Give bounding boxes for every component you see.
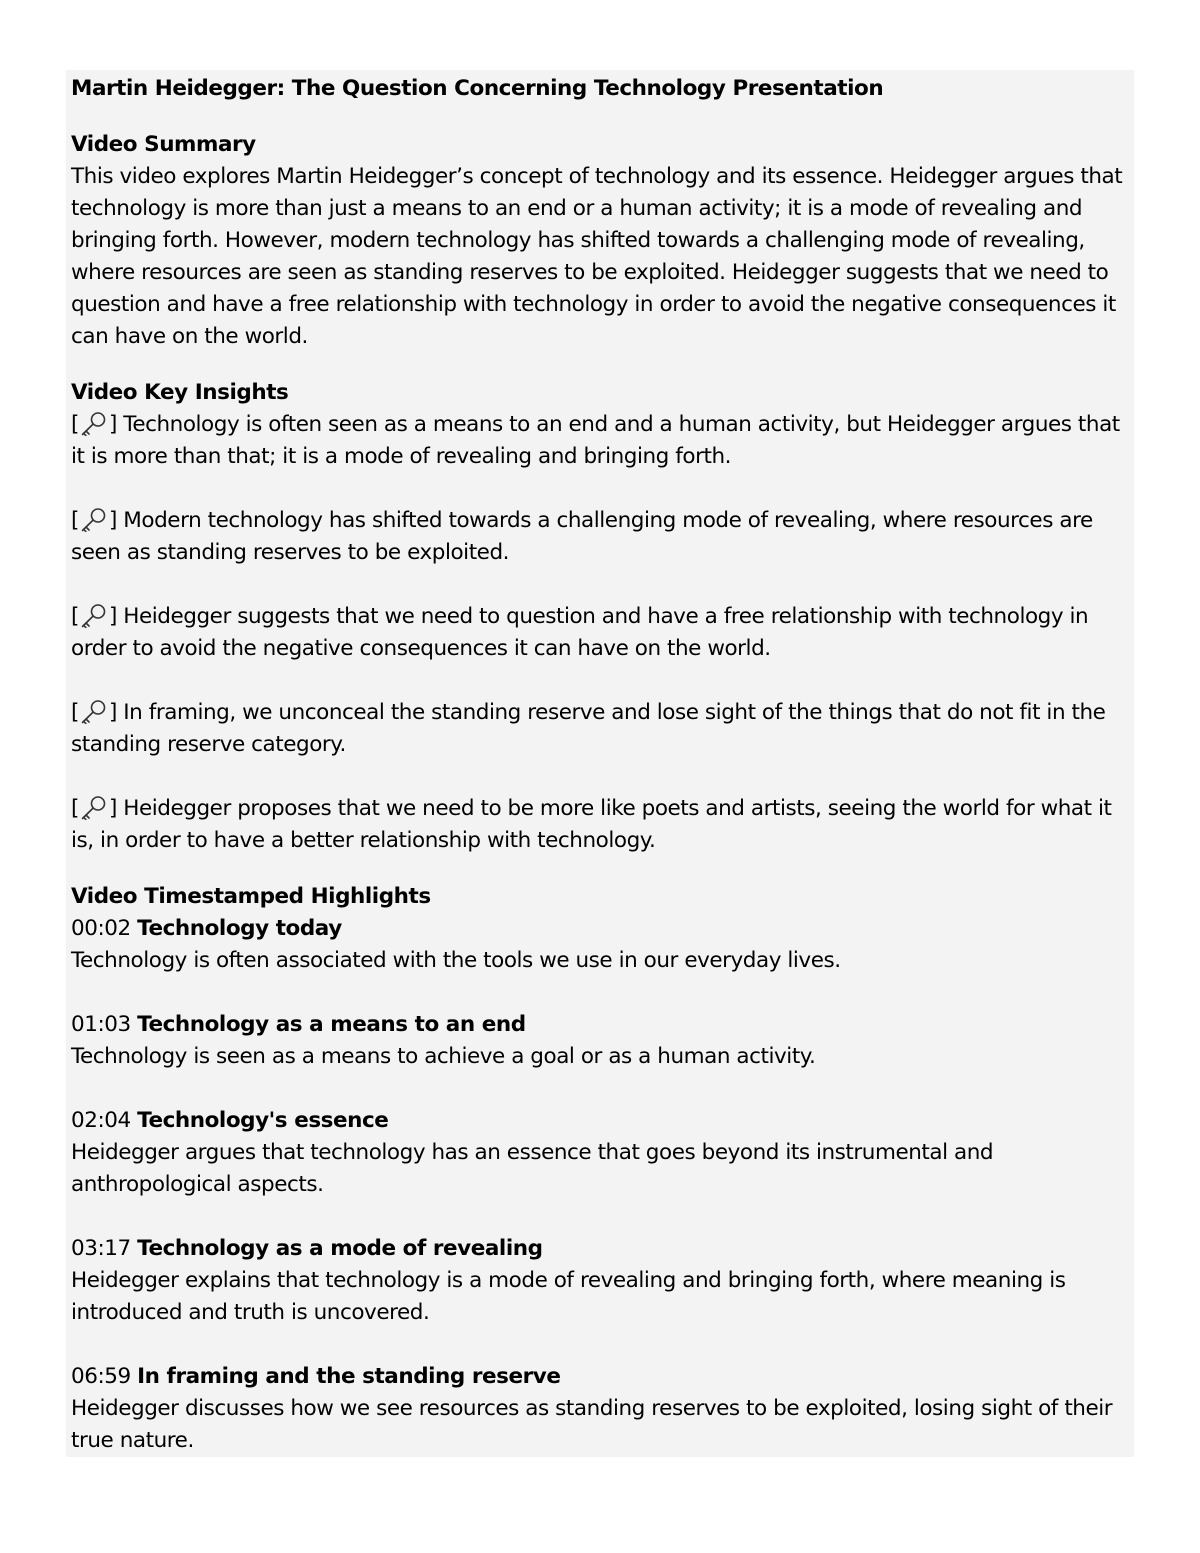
highlight-timestamp: 03:17 xyxy=(71,1236,131,1261)
highlight-timestamp: 00:02 xyxy=(71,916,131,941)
insight-bracket-close: ] xyxy=(108,796,117,821)
insight-bracket-open: [ xyxy=(71,700,79,725)
spacer xyxy=(71,1201,1133,1233)
highlight-title: In framing and the standing reserve xyxy=(137,1364,561,1389)
highlight-header xyxy=(71,1009,1133,1041)
highlight-text: Heidegger explains that technology is a mode of revealing and bringing forth, where meaning is introduced and truth is uncovered. xyxy=(71,1268,1066,1325)
insight-bracket-close: ] xyxy=(108,412,117,437)
highlights-heading: Video Timestamped Highlights xyxy=(71,884,431,909)
spacer xyxy=(71,1329,1133,1361)
insights-list xyxy=(71,409,1133,857)
highlight-title: Technology today xyxy=(137,916,342,941)
document-page xyxy=(66,70,1134,1457)
spacer xyxy=(71,569,1133,601)
spacer xyxy=(71,105,1133,129)
key-icon xyxy=(79,410,109,436)
summary-heading: Video Summary xyxy=(71,132,256,157)
highlight-text: Technology is often associated with the tools we use in our everyday lives. xyxy=(71,948,841,973)
document-title: Martin Heidegger: The Question Concerning Technology Presentation xyxy=(71,76,884,101)
insight-text: Heidegger proposes that we need to be more like poets and artists, seeing the world for what it is, in order to have a better relationship with technology. xyxy=(71,796,1112,853)
insight-text: Heidegger suggests that we need to question and have a free relationship with technology in order to avoid the negative consequences it can have on the world. xyxy=(71,604,1089,661)
insight-text: In framing, we unconceal the standing reserve and lose sight of the things that do not fit in the standing reserve category. xyxy=(71,700,1106,757)
highlight-header xyxy=(71,913,1133,945)
spacer xyxy=(71,1073,1133,1105)
insight-item xyxy=(71,505,1133,569)
insight-bracket-open: [ xyxy=(71,796,79,821)
highlight-title: Technology as a mode of revealing xyxy=(137,1236,543,1261)
highlight-timestamp: 06:59 xyxy=(71,1364,131,1389)
insight-text: Technology is often seen as a means to an end and a human activity, but Heidegger argues that it is more than that; it is a mode of revealing and bringing forth. xyxy=(71,412,1120,469)
spacer xyxy=(71,353,1133,377)
spacer xyxy=(71,761,1133,793)
insight-bracket-open: [ xyxy=(71,508,79,533)
summary-text: This video explores Martin Heidegger’s concept of technology and its essence. Heidegger argues that technology is more than just a means to an end or a human activity; it is a mode of revealing and bringing forth. However, modern technology has shifted towards a challenging mode of revealing, where resources are seen as standing reserves to be exploited. Heidegger suggests that we need to question and have a free relationship with technology in order to avoid the negative consequences it can have on the world. xyxy=(71,164,1123,349)
highlight-text: Heidegger discusses how we see resources as standing reserves to be exploited, losing sight of their true nature. xyxy=(71,1396,1113,1453)
key-icon xyxy=(79,602,109,628)
spacer xyxy=(71,473,1133,505)
document-content xyxy=(71,73,1133,1457)
insight-text: Modern technology has shifted towards a challenging mode of revealing, where resources are seen as standing reserves to be exploited. xyxy=(71,508,1093,565)
key-icon xyxy=(79,506,109,532)
highlight-timestamp: 01:03 xyxy=(71,1012,131,1037)
insight-item xyxy=(71,409,1133,473)
highlight-header xyxy=(71,1233,1133,1265)
highlight-timestamp: 02:04 xyxy=(71,1108,131,1133)
insight-bracket-open: [ xyxy=(71,604,79,629)
key-icon xyxy=(79,794,109,820)
spacer xyxy=(71,665,1133,697)
insight-bracket-open: [ xyxy=(71,412,79,437)
insight-bracket-close: ] xyxy=(108,508,117,533)
highlight-title: Technology as a means to an end xyxy=(137,1012,526,1037)
insights-heading: Video Key Insights xyxy=(71,380,289,405)
spacer xyxy=(71,857,1133,881)
highlight-text: Heidegger argues that technology has an essence that goes beyond its instrumental and anthropological aspects. xyxy=(71,1140,994,1197)
insight-item xyxy=(71,793,1133,857)
highlight-text: Technology is seen as a means to achieve a goal or as a human activity. xyxy=(71,1044,816,1069)
highlight-title: Technology's essence xyxy=(137,1108,389,1133)
insight-item xyxy=(71,697,1133,761)
insight-bracket-close: ] xyxy=(108,604,117,629)
insight-item xyxy=(71,601,1133,665)
highlight-header xyxy=(71,1105,1133,1137)
highlight-header xyxy=(71,1361,1133,1393)
key-icon xyxy=(79,698,109,724)
spacer xyxy=(71,977,1133,1009)
highlights-list xyxy=(71,913,1133,1457)
insight-bracket-close: ] xyxy=(108,700,117,725)
